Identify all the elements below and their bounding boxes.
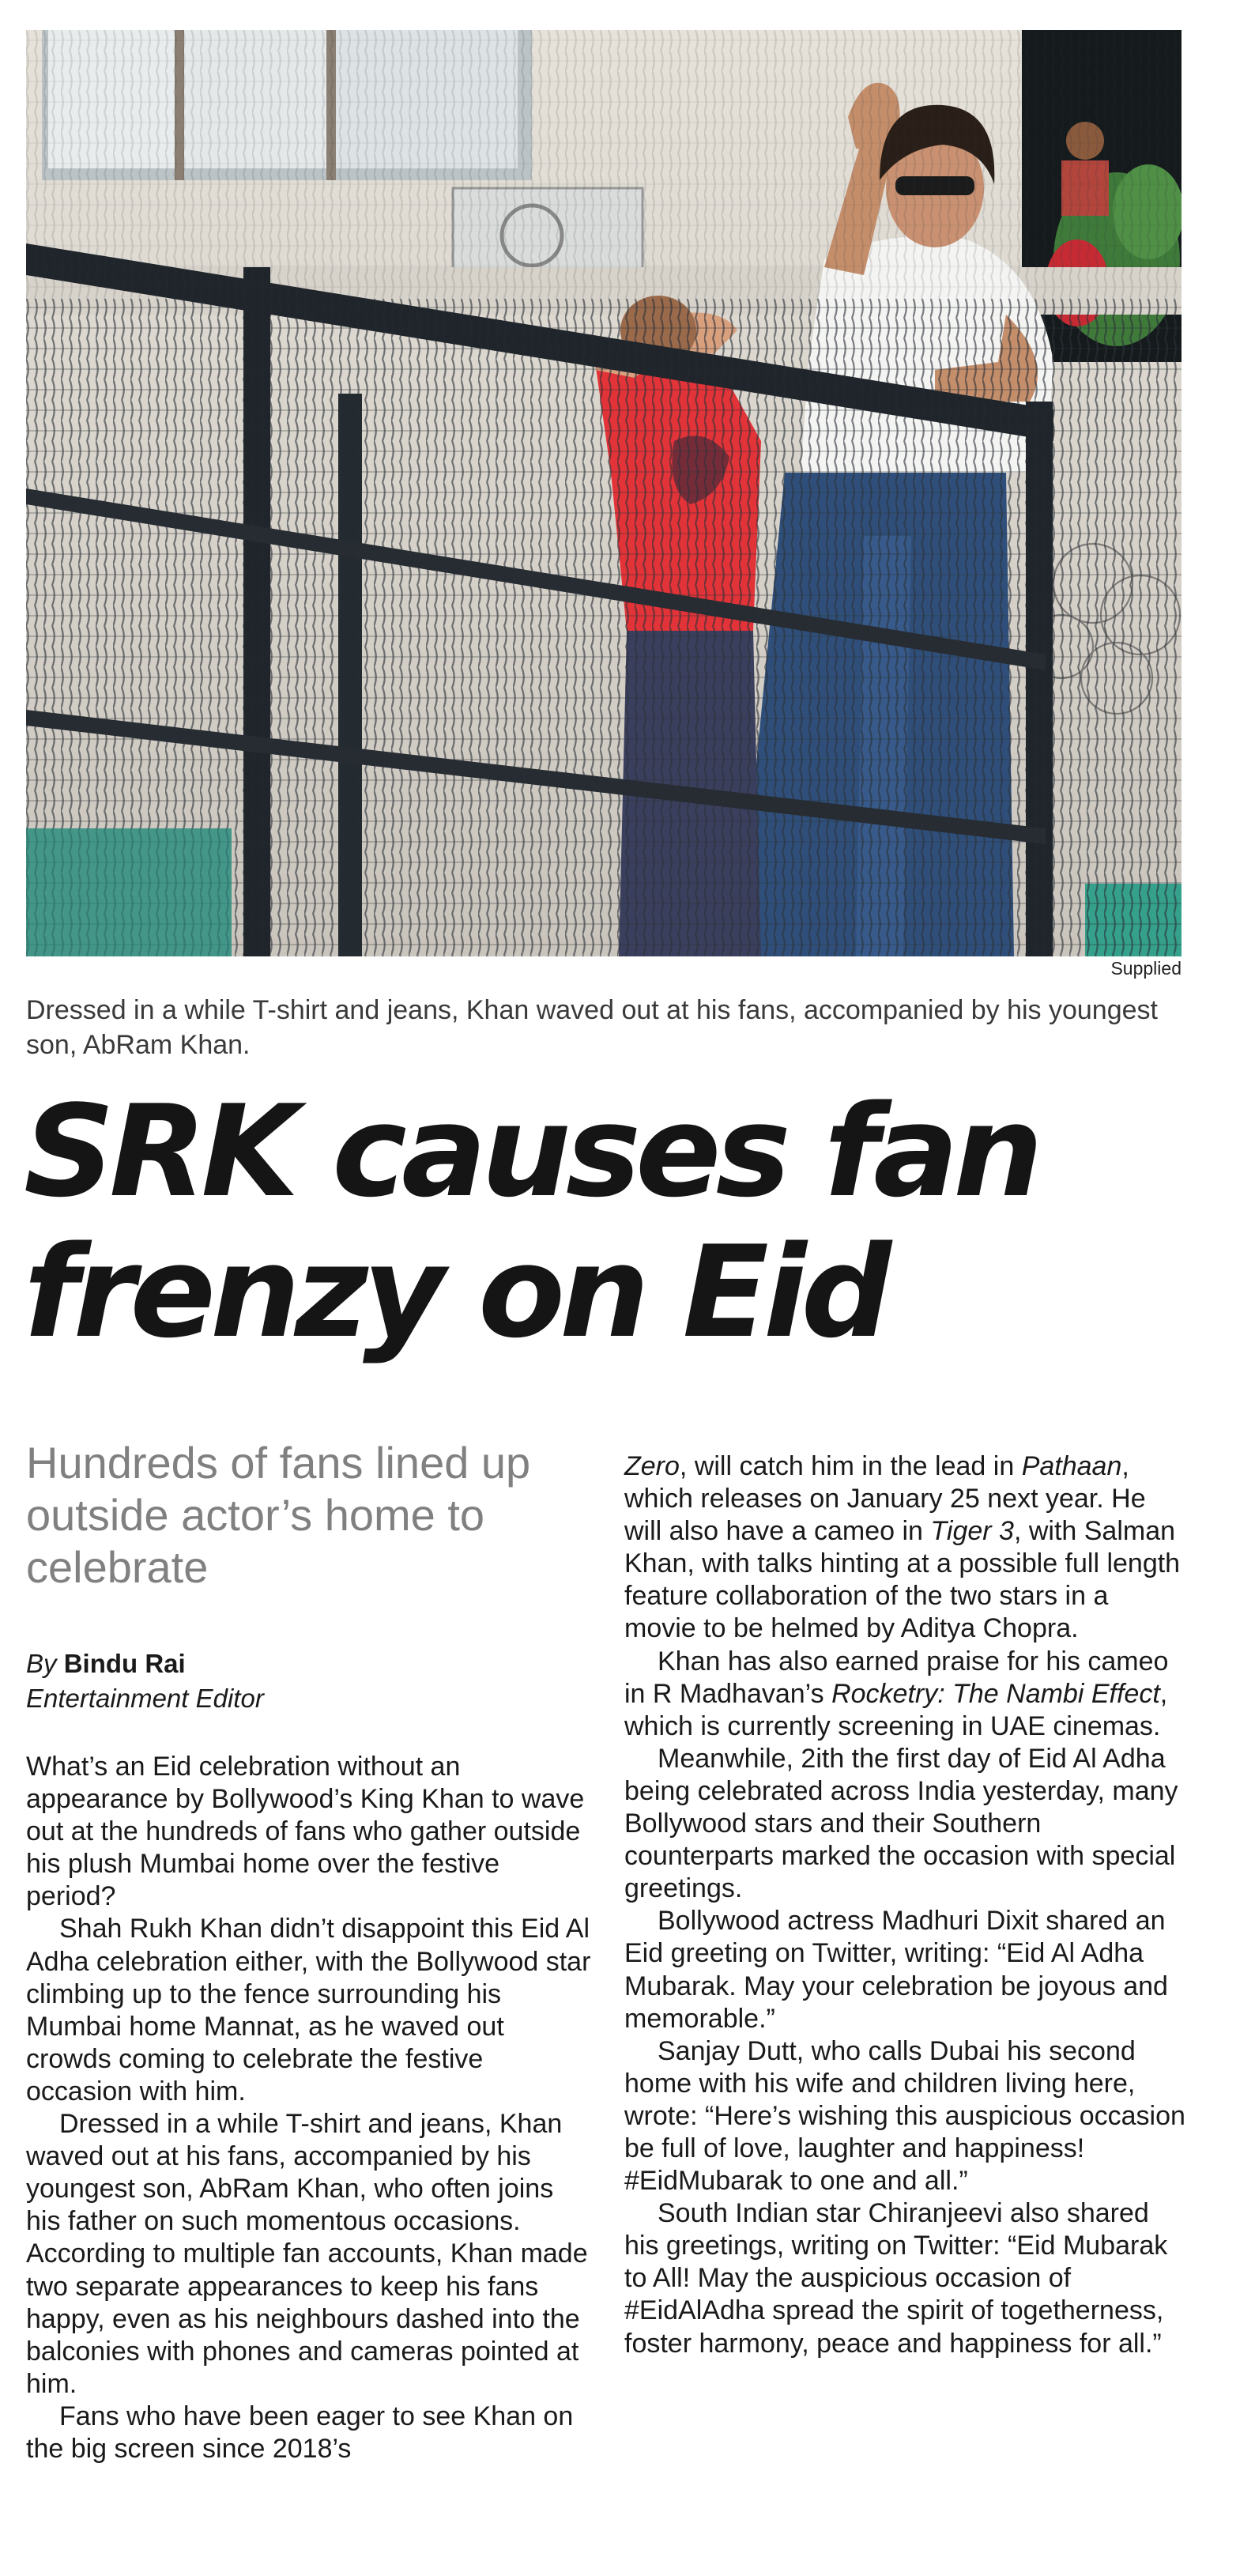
body-paragraph: Shah Rukh Khan didn’t disappoint this Eid Al Adha celebration either, with the Bollywood star climbing up to the fence surrounding his Mumbai home Mannat, as he waved out crowds coming to celebrate the festive occasion with him. (26, 1914, 591, 2106)
photo-credit: Supplied (1110, 958, 1182, 979)
article-photo (26, 30, 1182, 956)
body-column-right (624, 1450, 1187, 2360)
headline (24, 1077, 1233, 1366)
byline-prefix: By (26, 1649, 57, 1678)
movie-title: Zero (624, 1451, 680, 1481)
body-column-left (26, 1751, 591, 2465)
body-paragraph: Fans who have been eager to see Khan on the big screen since 2018’s (26, 2401, 574, 2464)
body-text: , will catch him in the lead in (679, 1451, 1022, 1481)
photo-illustration (26, 30, 1182, 956)
byline (26, 1646, 264, 1716)
body-paragraph: Sanjay Dutt, who calls Dubai his second home with his wife and children living here, wrote: “Here’s wishing this auspicious occasion be full of love, laughter and happiness! #EidMubarak to one and all.” (624, 2035, 1185, 2197)
body-paragraph: Dressed in a while T-shirt and jeans, Khan waved out at his fans, accompanied by his youngest son, AbRam Khan, who often joins his father on such momentous occasions. According to multiple fan accounts, Khan made two separate appearances to keep his fans happy, even as his neighbours dashed into the balconies with phones and cameras pointed at him. (26, 2109, 588, 2399)
byline-author: Bindu Rai (63, 1649, 186, 1678)
photo-caption: Dressed in a while T-shirt and jeans, Khan waved out at his fans, accompanied by his youngest son, AbRam Khan. (26, 995, 1158, 1060)
movie-title: Rocketry: The Nambi Effect (831, 1678, 1160, 1709)
headline-line-2: frenzy on Eid (24, 1218, 887, 1366)
body-paragraph: South Indian star Chiranjeevi also shared his greetings, writing on Twitter: “Eid Mubarak to All! May the auspicious occasion of #EidAlAdha spread the spirit of togetherness, foster harmony, peace and happiness for all.” (624, 2198, 1168, 2359)
body-paragraph (624, 1450, 1187, 1646)
body-paragraph: Meanwhile, 2ith the first day of Eid Al Adha being celebrated across India yesterday, many Bollywood stars and their Southern counterparts marked the occasion with special greetings. (624, 1743, 1178, 1904)
movie-title: Tiger 3 (930, 1516, 1014, 1547)
body-paragraph: Bollywood actress Madhuri Dixit shared an Eid greeting on Twitter, writing: “Eid Al Adha Mubarak. May your celebration be joyous and memorable.” (624, 1906, 1168, 2034)
byline-role: Entertainment Editor (26, 1684, 264, 1713)
body-text: Khan has also earned praise for his cameo in R Madhavan’s (624, 1646, 1169, 1709)
body-paragraph: What’s an Eid celebration without an appearance by Bollywood’s King Khan to wave out at the hundreds of fans who gather outside his plush Mumbai home over the festive period? (26, 1752, 585, 1912)
body-text: , with Salman Khan, with talks hinting at a possible full length feature collaboration of the two stars in a movie to be helmed by Aditya Chopra. (624, 1516, 1181, 1644)
body-text: , which releases on January 25 next year. He will also have a cameo in (624, 1451, 1146, 1547)
headline-line-1: SRK causes fan (24, 1077, 1038, 1225)
body-text: , which is currently screening in UAE cinemas. (624, 1678, 1168, 1741)
movie-title: Pathaan (1021, 1451, 1122, 1481)
subheadline: Hundreds of fans lined up outside actor’s home to celebrate (26, 1438, 531, 1592)
body-paragraph (624, 1646, 1187, 1743)
